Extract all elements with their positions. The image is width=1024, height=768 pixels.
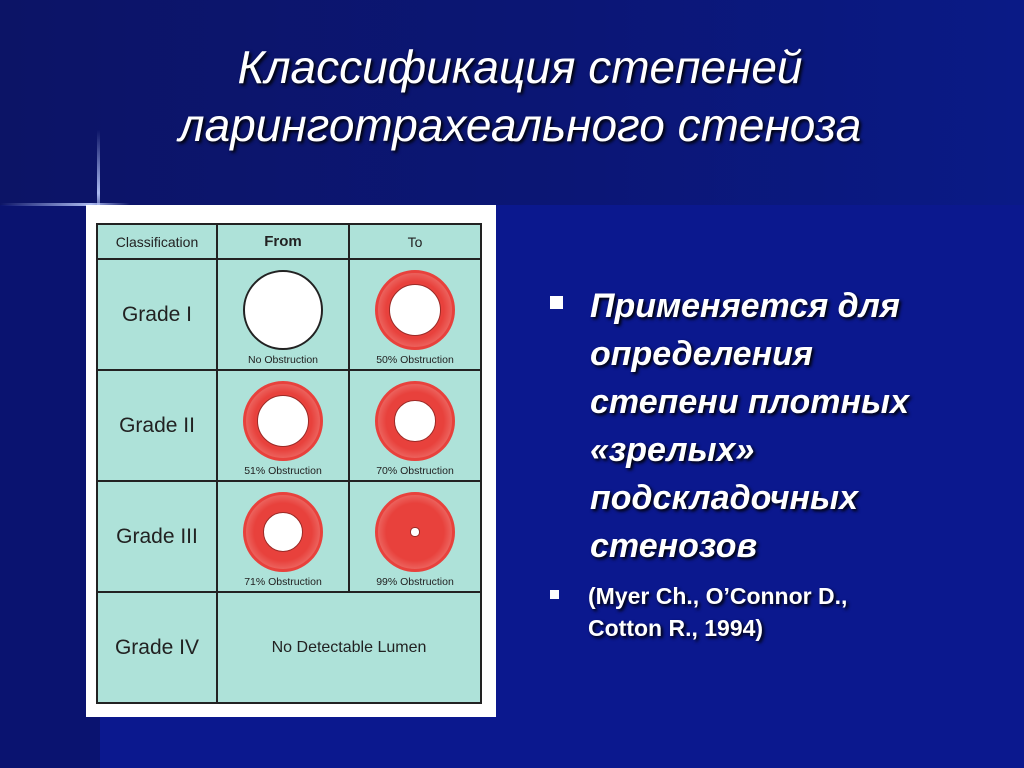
no-lumen-text: No Detectable Lumen <box>271 638 427 656</box>
bullet-line: «зрелых» <box>590 431 755 469</box>
to-cell <box>350 482 480 591</box>
obstruction-caption: No Obstruction <box>247 354 319 366</box>
obstruction-caption: 51% Obstruction <box>244 465 322 477</box>
header-classification: Classification <box>98 225 218 258</box>
grade-label: Grade III <box>98 482 218 591</box>
grade-label: Grade IV <box>98 593 218 702</box>
title-line-2: ларинготрахеального стеноза <box>178 99 862 151</box>
table-row <box>98 371 480 482</box>
from-cell <box>218 482 350 591</box>
bullet-citation <box>550 580 990 644</box>
bullet-line: определения <box>590 335 813 373</box>
obstruction-caption: 71% Obstruction <box>244 576 322 588</box>
to-cell <box>350 371 480 480</box>
airway-diagram <box>375 492 455 572</box>
airway-diagram <box>243 381 323 461</box>
obstruction-caption: 50% Obstruction <box>376 354 454 366</box>
header-to: To <box>407 233 423 250</box>
from-cell <box>218 260 350 369</box>
citation-line: Cotton R., 1994) <box>588 615 764 641</box>
from-cell <box>218 371 350 480</box>
citation-line: (Myer Ch., O’Connor D., <box>588 583 848 609</box>
bullet-line: стенозов <box>590 527 758 565</box>
table-row <box>98 593 480 702</box>
bullet-main <box>550 282 990 570</box>
slide-title <box>120 38 920 154</box>
airway-diagram <box>243 270 323 350</box>
table-header-row <box>98 225 480 260</box>
bullet-line: Применяется для <box>590 287 900 325</box>
bullet-list <box>550 282 990 644</box>
classification-table <box>96 223 482 704</box>
obstruction-caption: 99% Obstruction <box>376 576 454 588</box>
airway-diagram <box>375 270 455 350</box>
square-bullet-icon <box>550 590 559 599</box>
title-line-1: Классификация степеней <box>237 41 803 93</box>
bullet-line: подскладочных <box>590 479 858 517</box>
table-row <box>98 260 480 371</box>
header-from: From <box>218 225 350 258</box>
table-row <box>98 482 480 593</box>
airway-diagram <box>243 492 323 572</box>
to-cell <box>350 260 480 369</box>
grade-label: Grade II <box>98 371 218 480</box>
grade-label: Grade I <box>98 260 218 369</box>
airway-diagram <box>375 381 455 461</box>
obstruction-caption: 70% Obstruction <box>376 465 454 477</box>
left-band <box>0 205 100 768</box>
square-bullet-icon <box>550 296 563 309</box>
bullet-line: степени плотных <box>590 383 909 421</box>
